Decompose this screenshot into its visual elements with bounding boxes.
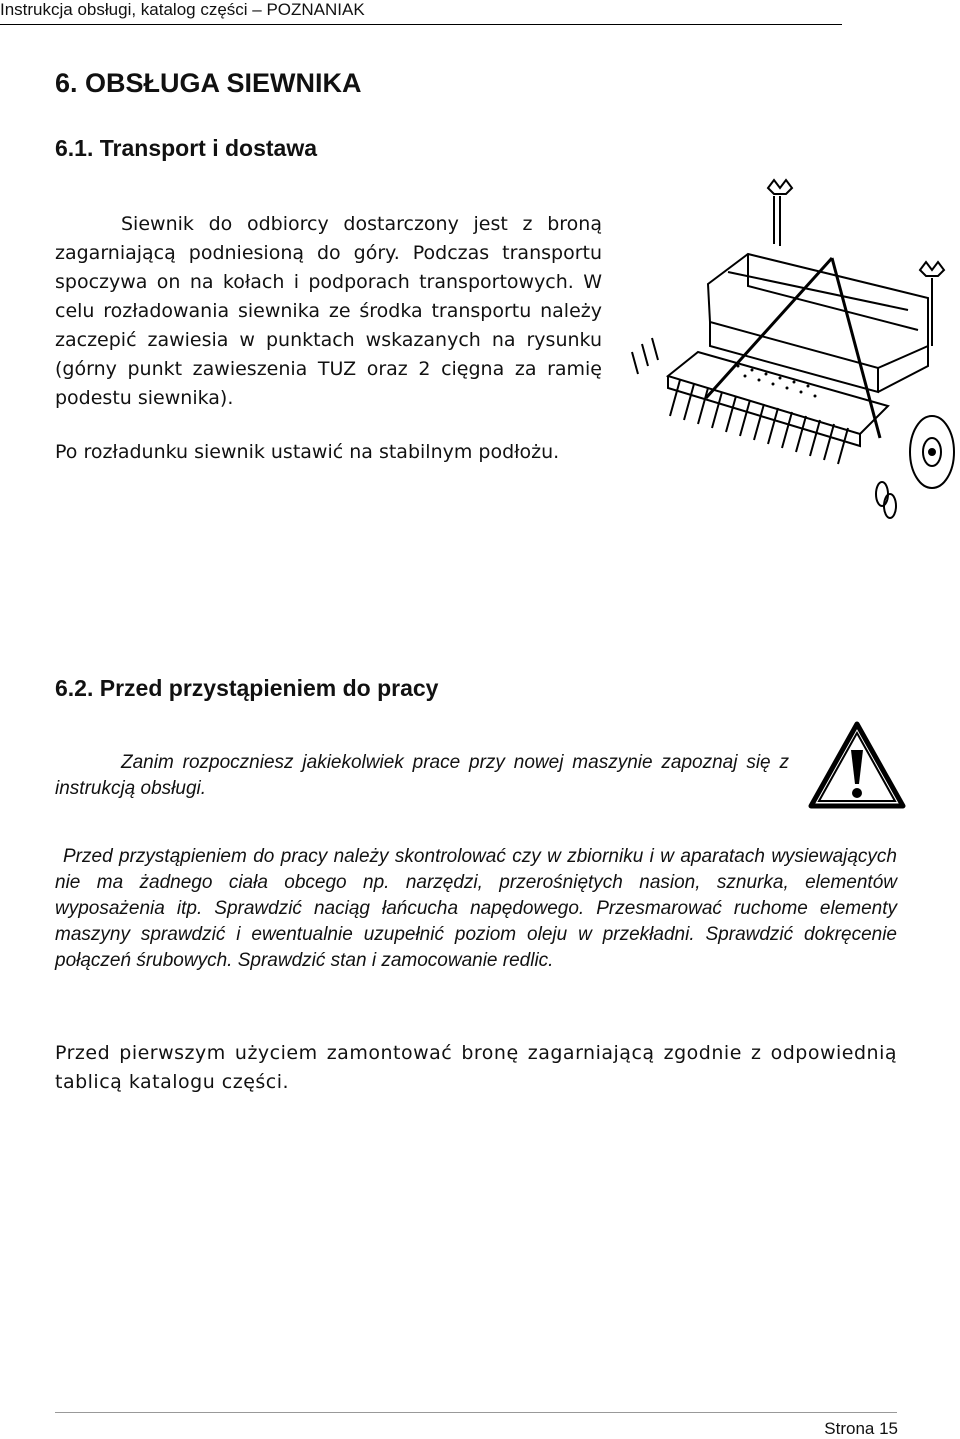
harrow-mount-paragraph: Przed pierwszym użyciem zamontować bronę zagarniającą zgodnie z odpowiednią tablicą katalogu części. bbox=[55, 1042, 897, 1093]
section-title: 6. OBSŁUGA SIEWNIKA bbox=[55, 68, 362, 98]
header-divider bbox=[0, 24, 842, 25]
footer-divider bbox=[55, 1412, 897, 1413]
pre-work-checks-paragraph: Przed przystąpieniem do pracy należy skontrolować czy w zbiorniku i w aparatach wysiewających nie ma żadnego ciała obcego np. narzędzi, przerośniętych nasion, sznurka, elementów wyposażenia itp. Sprawdzić naciąg łańcucha napędowego. Przesmarować ruchome elementy maszyny sprawdzić i ewentualnie uzupełnić poziom oleju w przekładni. Sprawdzić dokręcenie połączeń śrubowych. Sprawdzić stan i zamocowanie redlic. bbox=[55, 846, 897, 971]
transport-paragraph bbox=[55, 210, 602, 413]
seed-drill-illustration bbox=[628, 176, 960, 536]
document-header: Instrukcja obsługi, katalog części – POZNANIAK bbox=[0, 0, 365, 19]
transport-paragraph-text: Siewnik do odbiorcy dostarczony jest z broną zagarniającą podniesioną do góry. Podczas transportu spoczywa on na kołach i podporach transportowych. W celu rozładowania siewnika ze środka transportu należy zaczepić zawiesia w punktach wskazanych na rysunku (górny punkt zawieszenia TUZ oraz 2 cięgna za ramię podestu siewnika). bbox=[55, 213, 602, 409]
subsection-title-transport: 6.1. Transport i dostawa bbox=[55, 135, 318, 161]
warning-paragraph: Zanim rozpoczniesz jakiekolwiek prace przy nowej maszynie zapoznaj się z instrukcją obsługi. bbox=[55, 752, 789, 799]
warning-triangle-icon bbox=[807, 720, 907, 812]
subsection-title-before-work: 6.2. Przed przystąpieniem do pracy bbox=[55, 675, 439, 701]
page-number: Strona 15 bbox=[824, 1419, 898, 1438]
unloading-paragraph: Po rozładunku siewnik ustawić na stabilnym podłożu. bbox=[55, 441, 560, 463]
